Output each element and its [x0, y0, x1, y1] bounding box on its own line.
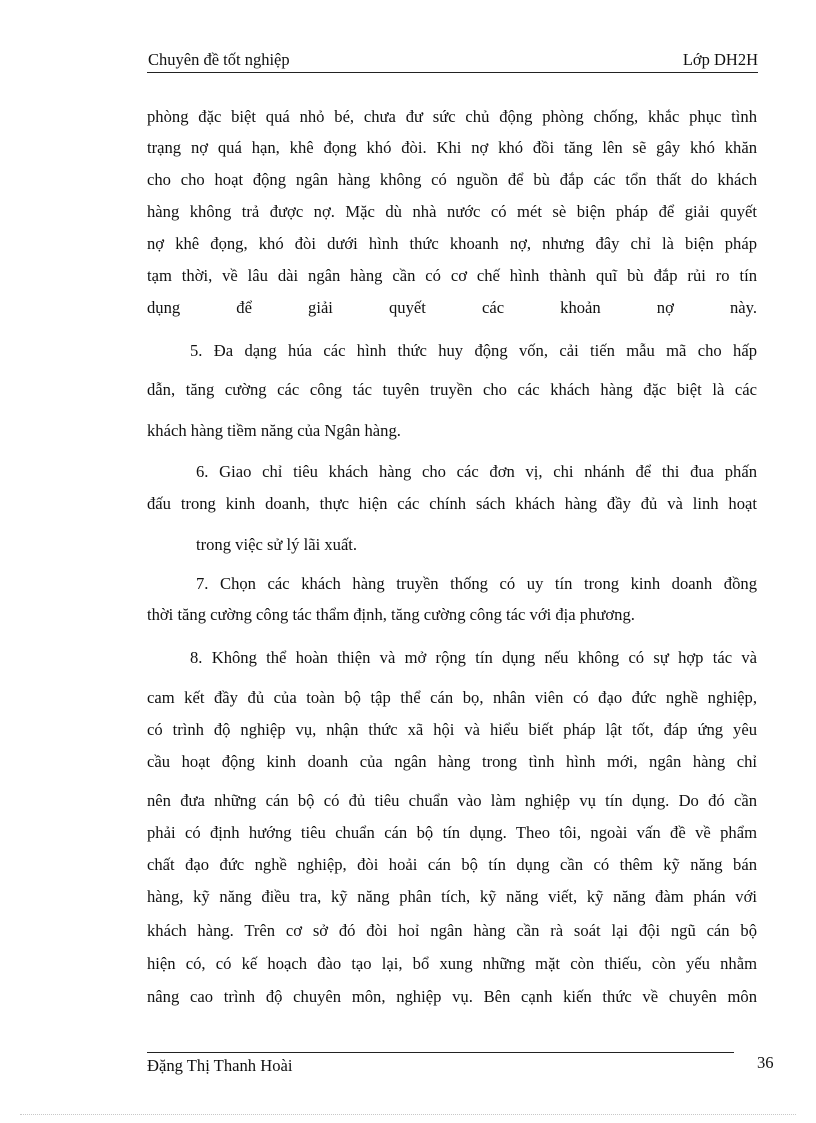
- text-line: 7. Chọn các khách hàng truyền thống có uy tín trong kinh doanh đồng: [196, 574, 757, 593]
- text-line: hiện có, có kế hoạch đào tạo lại, bổ xung những mặt còn thiếu, còn yếu nhằm: [147, 954, 757, 973]
- text-line: tạm thời, về lâu dài ngân hàng cần có cơ chế hình thành quĩ bù đắp rủi ro tín: [147, 266, 757, 285]
- text-line: 5. Đa dạng húa các hình thức huy động vốn, cải tiến mẫu mã cho hấp: [190, 341, 757, 360]
- text-line: có trình độ nghiệp vụ, nhận thức xã hội và hiểu biết pháp lật tốt, đáp ứng yêu: [147, 720, 757, 739]
- text-line: phòng đặc biệt quá nhỏ bé, chưa đư sức chủ động phòng chống, khắc phục tình: [147, 107, 757, 126]
- text-line: hàng, kỹ năng điều tra, kỹ năng phân tích, kỹ năng viết, kỹ năng đàm phán với: [147, 887, 757, 906]
- text-line: đấu trong kinh doanh, thực hiện các chính sách khách hàng đầy đủ và linh hoạt: [147, 494, 757, 513]
- text-line: chất đạo đức nghề nghiệp, đòi hoải cán bộ tín dụng cần có thêm kỹ năng bán: [147, 855, 757, 874]
- text-line: thời tăng cường công tác thẩm định, tăng cường công tác với địa phương.: [147, 605, 635, 624]
- page-number: 36: [757, 1053, 774, 1072]
- text-line: khách hàng. Trên cơ sở đó đòi hoỉ ngân hàng cần rà soát lại đội ngũ cán bộ: [147, 921, 757, 940]
- text-line: trong việc sử lý lãi xuất.: [196, 535, 358, 554]
- text-line: 6. Giao chỉ tiêu khách hàng cho các đơn vị, chi nhánh để thi đua phấn: [196, 462, 757, 481]
- text-line: hàng không trả được nợ. Mặc dù nhà nước có mét sè biện pháp để giải quyết: [147, 202, 757, 221]
- text-line: cho cho hoạt động ngân hàng không có nguồn để bù đắp các tổn thất do khách: [147, 170, 757, 189]
- text-line: nợ khê đọng, khó đòi dưới hình thức khoanh nợ, nhưng đây chỉ là biện pháp: [147, 234, 757, 253]
- footer-author: Đặng Thị Thanh Hoài: [147, 1056, 293, 1075]
- header-class: Lớp DH2H: [682, 50, 758, 69]
- text-line: khách hàng tiềm năng của Ngân hàng.: [147, 421, 401, 440]
- text-line: nên đưa những cán bộ có đủ tiêu chuẩn vào làm nghiệp vụ tín dụng. Do đó cần: [147, 791, 757, 810]
- footer-rule: [147, 1052, 734, 1053]
- header-title: Chuyên đề tốt nghiệp: [148, 50, 290, 69]
- text-line: dẫn, tăng cường các công tác tuyên truyền cho các khách hàng đặc biệt là các: [147, 380, 757, 399]
- page-header: [147, 48, 758, 73]
- text-line: nâng cao trình độ chuyên môn, nghiệp vụ. Bên cạnh kiến thức về chuyên môn: [147, 987, 757, 1006]
- text-line: cam kết đầy đủ của toàn bộ tập thể cán bọ, nhân viên có đạo đức nghề nghiệp,: [147, 688, 757, 707]
- page-bottom-border: [20, 1114, 796, 1115]
- text-line: phải có định hướng tiêu chuẩn cán bộ tín dụng. Theo tôi, ngoài vấn đề về phẩm: [147, 823, 757, 842]
- text-line: cầu hoạt động kinh doanh của ngân hàng trong tình hình mới, ngân hàng chỉ: [147, 752, 757, 771]
- text-line: 8. Không thể hoàn thiện và mở rộng tín dụng nếu không có sự hợp tác và: [190, 648, 757, 667]
- text-line: dụng để giải quyết các khoản nợ này.: [147, 298, 757, 317]
- text-line: trạng nợ quá hạn, khê đọng khó đòi. Khi nợ khó đồi tăng lên sẽ gây khó khăn: [147, 138, 757, 157]
